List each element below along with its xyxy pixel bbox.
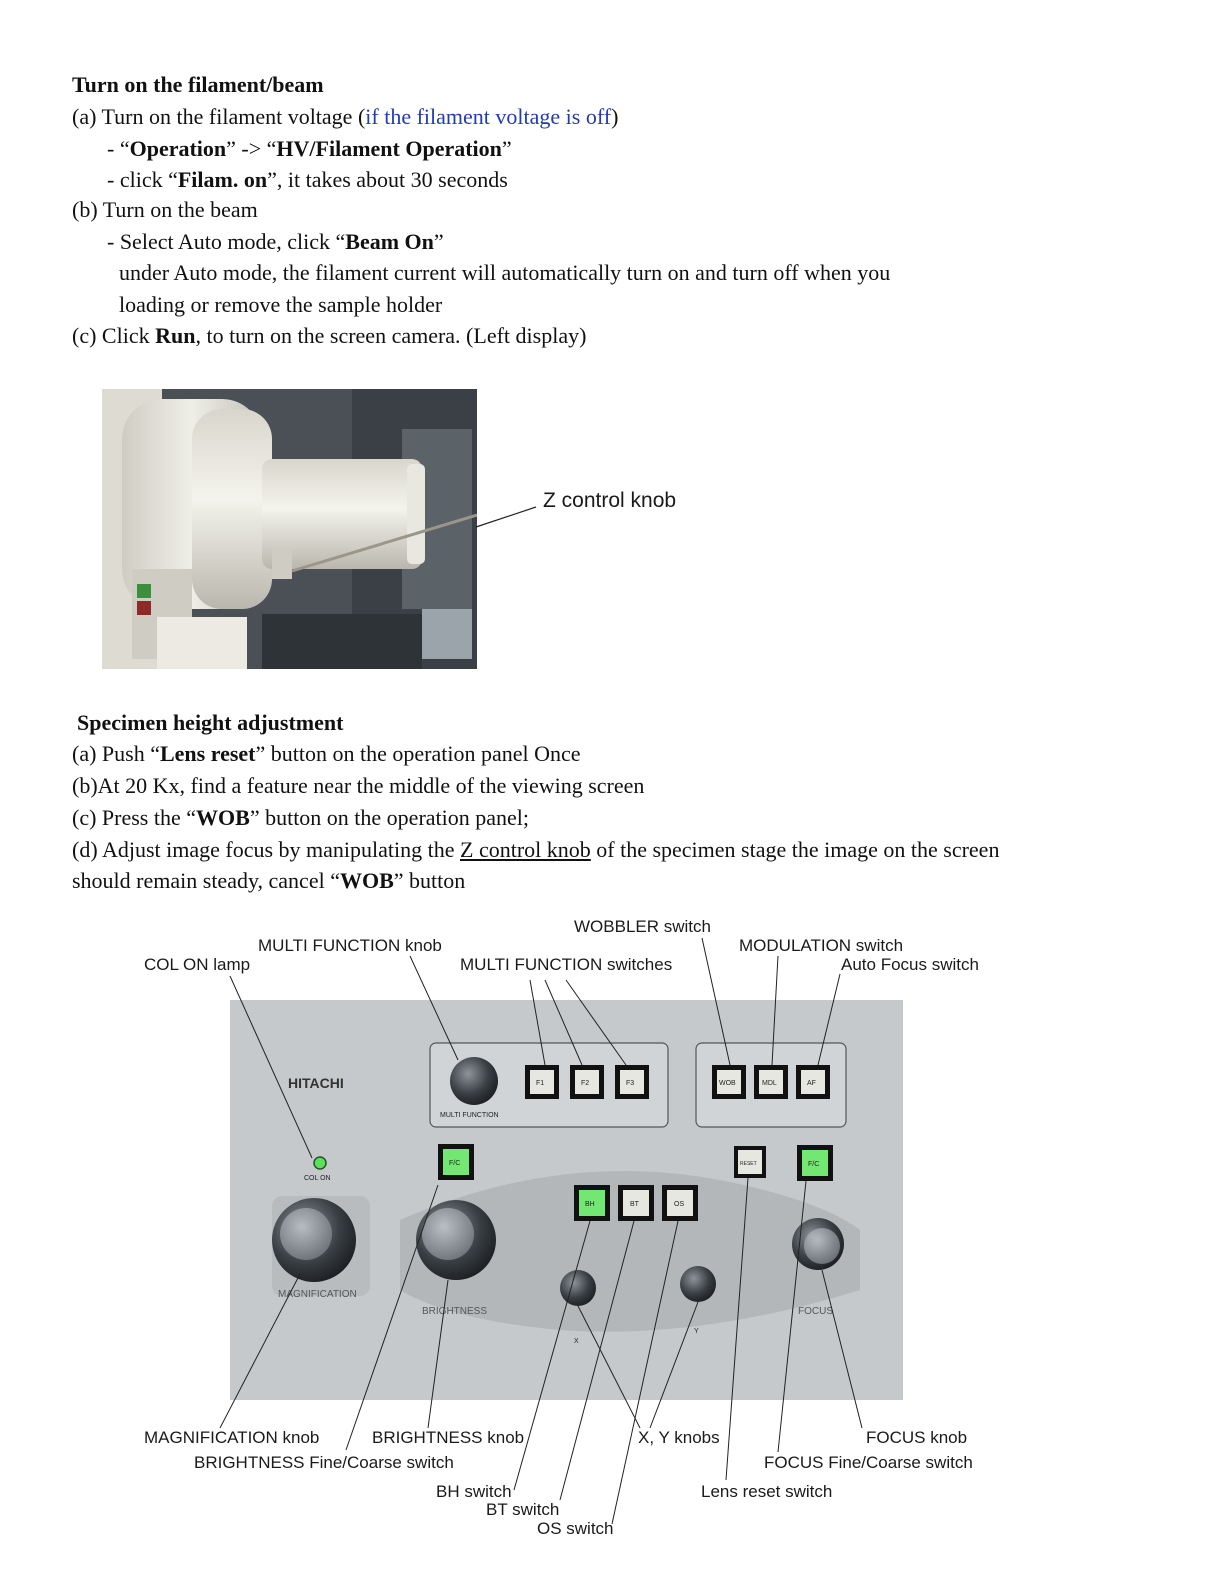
step-a2-filament-on: - click “Filam. on”, it takes about 30 seconds [107,167,508,192]
lens-reset-switch[interactable] [734,1146,766,1178]
col-on-text: COL ON [304,1175,331,1182]
step-b-beam: (b) Turn on the beam [72,197,258,222]
step-b-find-feature: (b)At 20 Kx, find a feature near the middle of the viewing screen [72,773,645,798]
svg-text:BT: BT [630,1201,639,1208]
svg-text:AF: AF [807,1080,816,1087]
label-bt-switch: BT switch [486,1500,560,1519]
svg-text:RESET: RESET [740,1161,757,1167]
label-multi-function-knob: MULTI FUNCTION knob [258,936,442,955]
label-brightness-knob: BRIGHTNESS knob [372,1428,525,1447]
step-b3-auto-note: loading or remove the sample holder [119,292,443,317]
f2-switch[interactable] [570,1065,604,1099]
svg-text:F1: F1 [536,1080,545,1087]
label-col-on-lamp: COL ON lamp [144,955,251,974]
step-a-lens-reset: (a) Push “Lens reset” button on the operation panel Once [72,741,581,766]
y-text: Y [694,1328,699,1335]
label-focus-knob: FOCUS knob [866,1428,968,1447]
label-auto-focus-switch: Auto Focus switch [841,955,979,974]
svg-text:OS: OS [674,1201,685,1208]
brightness-fine-coarse-switch[interactable] [438,1144,474,1180]
label-os-switch: OS switch [537,1519,614,1538]
bt-switch[interactable] [618,1185,654,1221]
svg-text:F/C: F/C [808,1161,820,1168]
multi-function-knob[interactable] [450,1057,498,1105]
step-c-wob: (c) Press the “WOB” button on the operation panel; [72,805,530,830]
panel-brand: HITACHI [288,1075,344,1091]
section-title-filament: Turn on the filament/beam [72,72,324,97]
magnification-text: MAGNIFICATION [278,1289,357,1300]
focus-text: FOCUS [798,1306,833,1317]
step-d-cancel-wob: should remain steady, cancel “WOB” button [72,868,466,893]
col-on-lamp [314,1157,326,1169]
operation-panel-figure [0,900,1224,1560]
y-knob[interactable] [680,1266,716,1302]
z-knob-callout [470,489,700,529]
specimen-stage-photo [102,389,477,669]
multi-function-text: MULTI FUNCTION [440,1112,499,1119]
step-b2-auto-note: under Auto mode, the filament current will automatically turn on and turn off when you [119,260,891,285]
label-focus-fine-coarse: FOCUS Fine/Coarse switch [764,1453,973,1472]
section-title-specimen-height: Specimen height adjustment [77,710,344,735]
step-c-run: (c) Click Run, to turn on the screen camera. (Left display) [72,323,587,348]
focus-fine-coarse-switch[interactable] [797,1145,833,1181]
label-modulation-switch: MODULATION switch [739,936,904,955]
label-wobbler-switch: WOBBLER switch [574,917,711,936]
label-multi-function-switches: MULTI FUNCTION switches [460,955,673,974]
z-control-knob-label: Z control knob [543,489,677,512]
f3-switch[interactable] [615,1065,649,1099]
step-a1-operation-menu: - “Operation” -> “HV/Filament Operation” [107,136,512,161]
os-switch[interactable] [662,1185,698,1221]
label-bh-switch: BH switch [436,1482,512,1501]
svg-text:F3: F3 [626,1080,635,1087]
label-lens-reset-switch: Lens reset switch [701,1482,833,1501]
step-d-adjust-focus: (d) Adjust image focus by manipulating the Z control knob of the specimen stage the image on the screen [72,837,1000,862]
step-b1-beam-on: - Select Auto mode, click “Beam On” [107,229,444,254]
svg-text:F/C: F/C [449,1160,461,1167]
step-a-filament-voltage: (a) Turn on the filament voltage (if the filament voltage is off) [72,104,619,129]
af-switch[interactable] [796,1065,830,1099]
label-brightness-fine-coarse: BRIGHTNESS Fine/Coarse switch [194,1453,454,1472]
svg-text:F2: F2 [581,1080,590,1087]
brightness-text: BRIGHTNESS [422,1306,488,1317]
x-knob[interactable] [560,1270,596,1306]
f1-switch[interactable] [525,1065,559,1099]
mdl-switch[interactable] [754,1065,788,1099]
svg-text:MDL: MDL [762,1080,777,1087]
svg-text:WOB: WOB [719,1080,736,1087]
label-magnification-knob: MAGNIFICATION knob [144,1428,320,1447]
bh-switch[interactable] [574,1185,610,1221]
svg-text:BH: BH [585,1201,595,1208]
x-text: X [574,1338,579,1345]
wob-switch[interactable] [712,1065,746,1099]
label-xy-knobs: X, Y knobs [638,1428,720,1447]
